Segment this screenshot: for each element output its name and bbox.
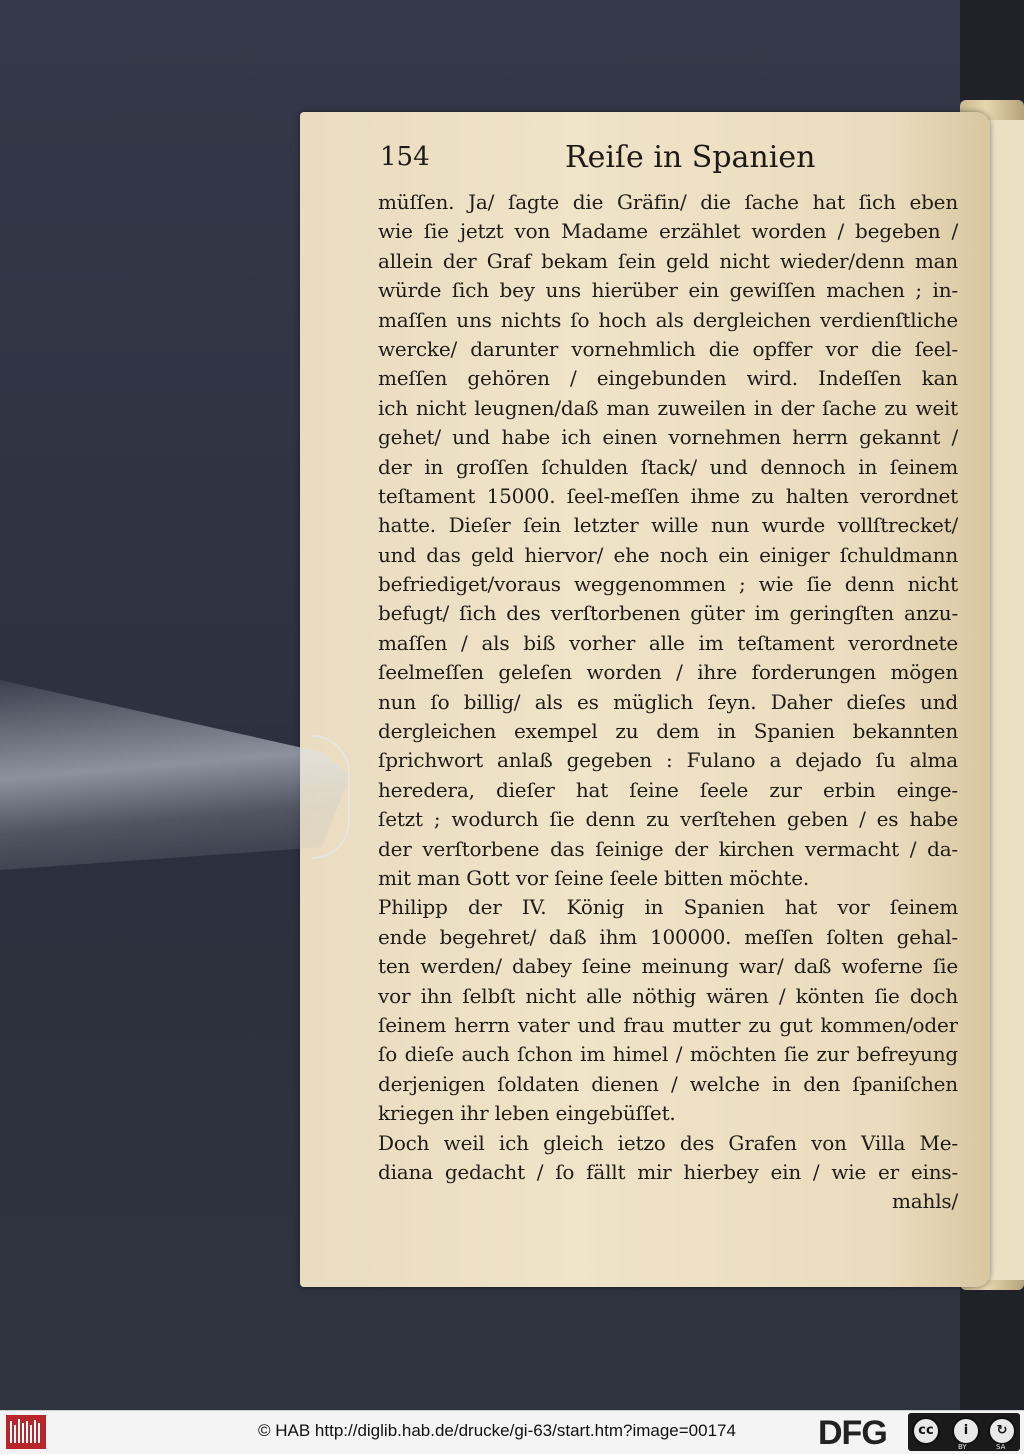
- share-alike-icon: ↻: [988, 1417, 1016, 1445]
- cc-license-badge[interactable]: [908, 1413, 1020, 1451]
- text-line: ſeinem herrn vater und frau mutter zu gut kommen/oder: [378, 1012, 958, 1037]
- page-text: [378, 188, 958, 1228]
- text-line: maſſen uns nichts ſo hoch als dergleichen verdienſtliche: [378, 307, 958, 332]
- text-line: vor ihn ſelbſt nicht alle nöthig wären / könten ſie doch: [378, 983, 958, 1008]
- footer-bar: [0, 1410, 1024, 1454]
- sa-label: SA: [996, 1443, 1006, 1451]
- page-number: 154: [380, 142, 430, 172]
- text-line: meſſen gehören / eingebunden wird. Indeſſen kan: [378, 366, 958, 391]
- text-line: mit man Gott vor ſeine ſeele bitten möchte.: [378, 865, 810, 890]
- text-line: befriediget/voraus weggenommen ; wie ſie denn nicht: [378, 572, 958, 597]
- text-line: Philipp der IV. König in Spanien hat vor ſeinem: [378, 895, 958, 920]
- text-line: ich nicht leugnen/daß man zuweilen in der ſache zu weit: [378, 395, 958, 420]
- by-label: BY: [958, 1443, 967, 1451]
- text-line: der in groſſen ſchulden ſtack/ und dennoch in ſeinem: [378, 454, 958, 479]
- attribution-icon: i: [952, 1417, 980, 1445]
- text-line: heredera, dieſer hat ſeine ſeele zur erbin einge-: [378, 777, 958, 802]
- facing-page-edge: [985, 120, 1024, 1280]
- text-line: teſtament 15000. ſeel-meſſen ihme zu halten verordnet: [378, 483, 958, 508]
- text-line: allein der Graf bekam ſein geld nicht wieder/denn man: [378, 248, 958, 273]
- text-line: dergleichen exempel zu dem in Spanien bekannten: [378, 719, 958, 744]
- hab-barcode-icon: [6, 1415, 46, 1449]
- text-line: ſo dieſe auch ſchon im himel / möchten ſie zur befreyung: [378, 1042, 958, 1067]
- text-line: der verſtorbene das ſeinige der kirchen vermacht / da-: [378, 836, 958, 861]
- cc-icon: cc: [912, 1417, 940, 1445]
- text-line: derjenigen ſoldaten dienen / welche in den ſpaniſchen: [378, 1071, 958, 1096]
- text-line: ende begehret/ daß ihm 100000. meſſen ſolten gehal-: [378, 924, 958, 949]
- citation-link[interactable]: © HAB http://diglib.hab.de/drucke/gi-63/start.htm?image=00174: [258, 1421, 736, 1440]
- text-line: nun ſo billig/ als es müglich ſeyn. Daher dieſes und: [378, 689, 958, 714]
- text-line: ſprichwort anlaß gegeben : Fulano a dejado ſu alma: [378, 748, 958, 773]
- text-line: wercke/ darunter vornehmlich die opffer vor die ſeel-: [378, 336, 958, 361]
- text-line: Doch weil ich gleich ietzo des Grafen von Villa Me-: [378, 1130, 958, 1155]
- text-line: gehet/ und habe ich einen vornehmen herrn gekannt /: [378, 425, 958, 450]
- text-line: hatte. Dieſer ſein letzter wille nun wurde vollſtrecket/: [378, 513, 958, 538]
- text-line: ſeelmeſſen geleſen worden / ihre forderungen mögen: [378, 660, 958, 685]
- text-line: kriegen ihr leben eingebüſſet.: [378, 1101, 676, 1126]
- page-heading: Reiſe in Spanien: [565, 140, 816, 175]
- text-line: ſetzt ; wodurch ſie denn zu verſtehen geben / es habe: [378, 807, 958, 832]
- text-line: befugt/ ſich des verſtorbenen güter im geringſten anzu-: [378, 601, 958, 626]
- text-line: und das geld hiervor/ ehe noch ein einiger ſchuldmann: [378, 542, 958, 567]
- text-line: mahls/: [892, 1189, 958, 1214]
- text-line: würde ſich bey uns hierüber ein gewiſſen machen ; in-: [378, 278, 958, 303]
- text-line: maſſen / als biß vorher alle im teſtament verordnete: [378, 630, 958, 655]
- text-line: ten werden/ dabey ſeine meinung war/ daß woferne ſie: [378, 954, 958, 979]
- dfg-logo: DFG: [818, 1414, 887, 1452]
- text-line: müſſen. Ja/ ſagte die Gräfin/ die ſache hat ſich eben: [378, 190, 958, 214]
- glass-holder-edge: [312, 735, 350, 859]
- running-head: [380, 140, 960, 180]
- text-line: diana gedacht / ſo fällt mir hierbey ein / wie er eins-: [378, 1159, 958, 1184]
- text-line: wie ſie jetzt von Madame erzählet worden / begeben /: [378, 219, 958, 244]
